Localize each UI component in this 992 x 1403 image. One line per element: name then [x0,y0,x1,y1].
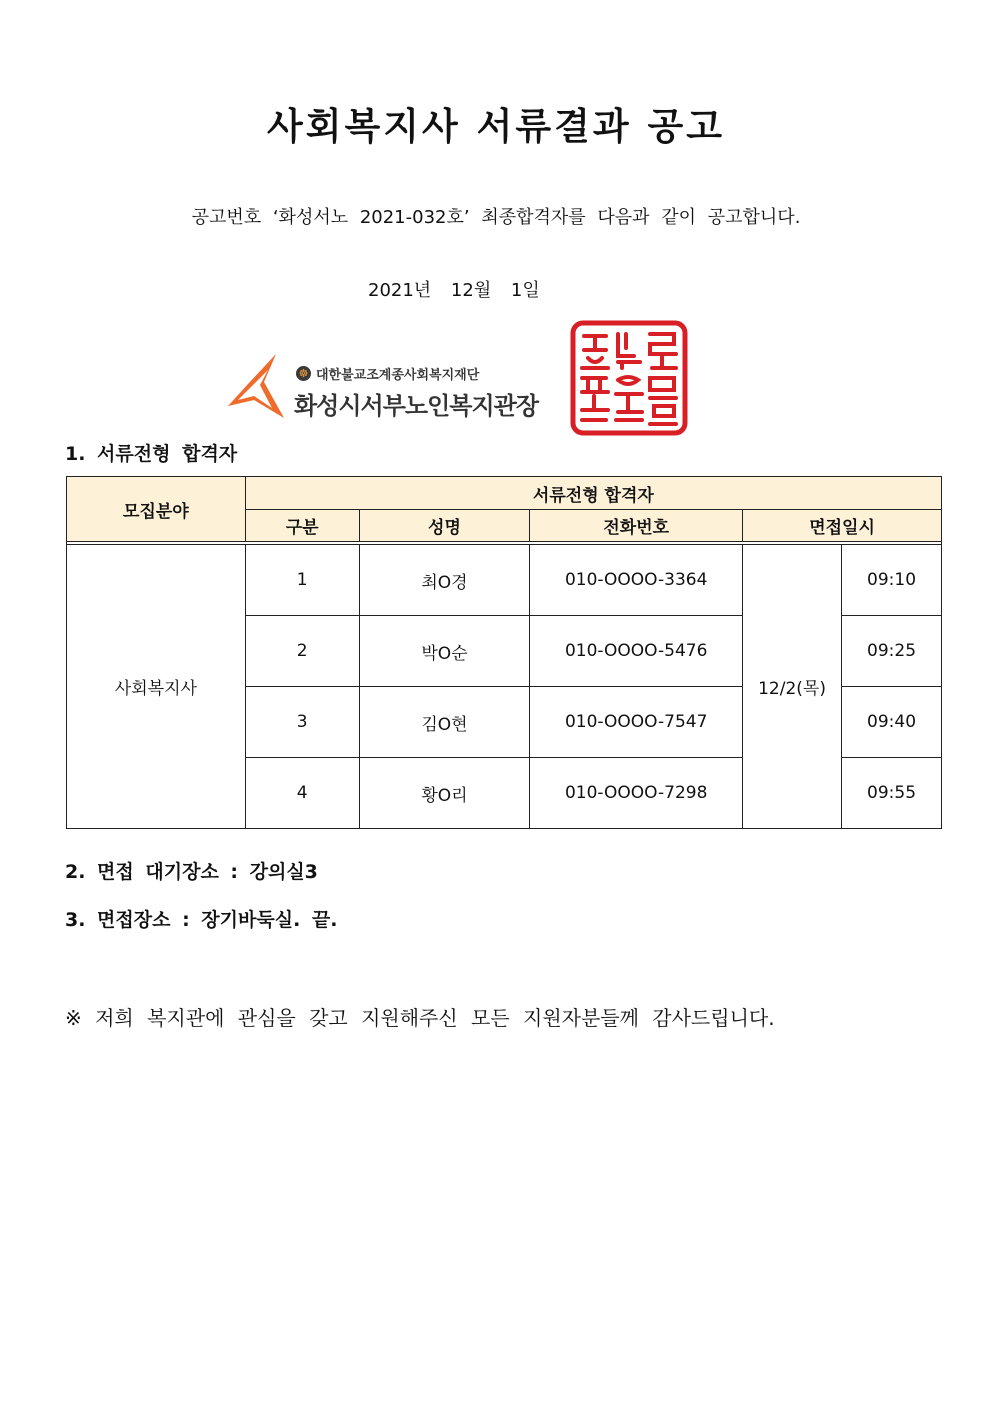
cell-interview-time: 09:40 [842,687,942,758]
organization-logo [226,352,556,424]
table-row [67,545,942,616]
organization-name: 화성시서부노인복지관장 [294,392,539,420]
dharma-wheel-icon: ☸ [296,366,311,381]
header-recruitment-field: 모집분야 [67,477,246,542]
interview-room-info: 3. 면접장소 : 장기바둑실. 끝. [65,909,338,931]
cell-recruitment-field: 사회복지사 [67,545,246,829]
cell-interview-time: 09:55 [842,758,942,829]
cell-phone: 010-OOOO-7547 [530,687,743,758]
cell-name: 황O리 [359,758,530,829]
page-title: 사회복지사 서류결과 공고 [267,105,725,148]
header-phone: 전화번호 [530,510,743,542]
official-seal-icon [570,320,688,436]
cell-number: 2 [245,616,359,687]
cell-phone: 010-OOOO-3364 [530,545,743,616]
section-heading-applicants: 1. 서류전형 합격자 [65,443,238,465]
cell-phone: 010-OOOO-7298 [530,758,743,829]
foundation-label [296,364,479,383]
cell-name: 최O경 [359,545,530,616]
cell-name: 김O현 [359,687,530,758]
cell-number: 3 [245,687,359,758]
cell-name: 박O순 [359,616,530,687]
cell-number: 4 [245,758,359,829]
cell-interview-date: 12/2(목) [743,545,842,829]
header-interview-datetime: 면접일시 [743,510,942,542]
header-document-pass: 서류전형 합격자 [245,477,941,510]
cell-interview-time: 09:10 [842,545,942,616]
table-header-row [67,477,942,510]
waiting-room-info: 2. 면접 대기장소 : 강의실3 [65,861,318,883]
announcement-date: 2021년 12월 1일 [368,280,540,301]
header-name: 성명 [359,510,530,542]
foundation-name: 대한불교조계종사회복지재단 [316,368,480,383]
announcement-intro: 공고번호 ‘화성서노 2021-032호’ 최종합격자를 다음과 같이 공고합니다. [191,207,801,228]
header-number: 구분 [245,510,359,542]
applicants-table [66,476,942,829]
cell-number: 1 [245,545,359,616]
star-logo-icon [226,352,288,422]
cell-phone: 010-OOOO-5476 [530,616,743,687]
thank-you-note: ※ 저희 복지관에 관심을 갖고 지원해주신 모든 지원자분들께 감사드립니다. [65,1006,775,1030]
cell-interview-time: 09:25 [842,616,942,687]
